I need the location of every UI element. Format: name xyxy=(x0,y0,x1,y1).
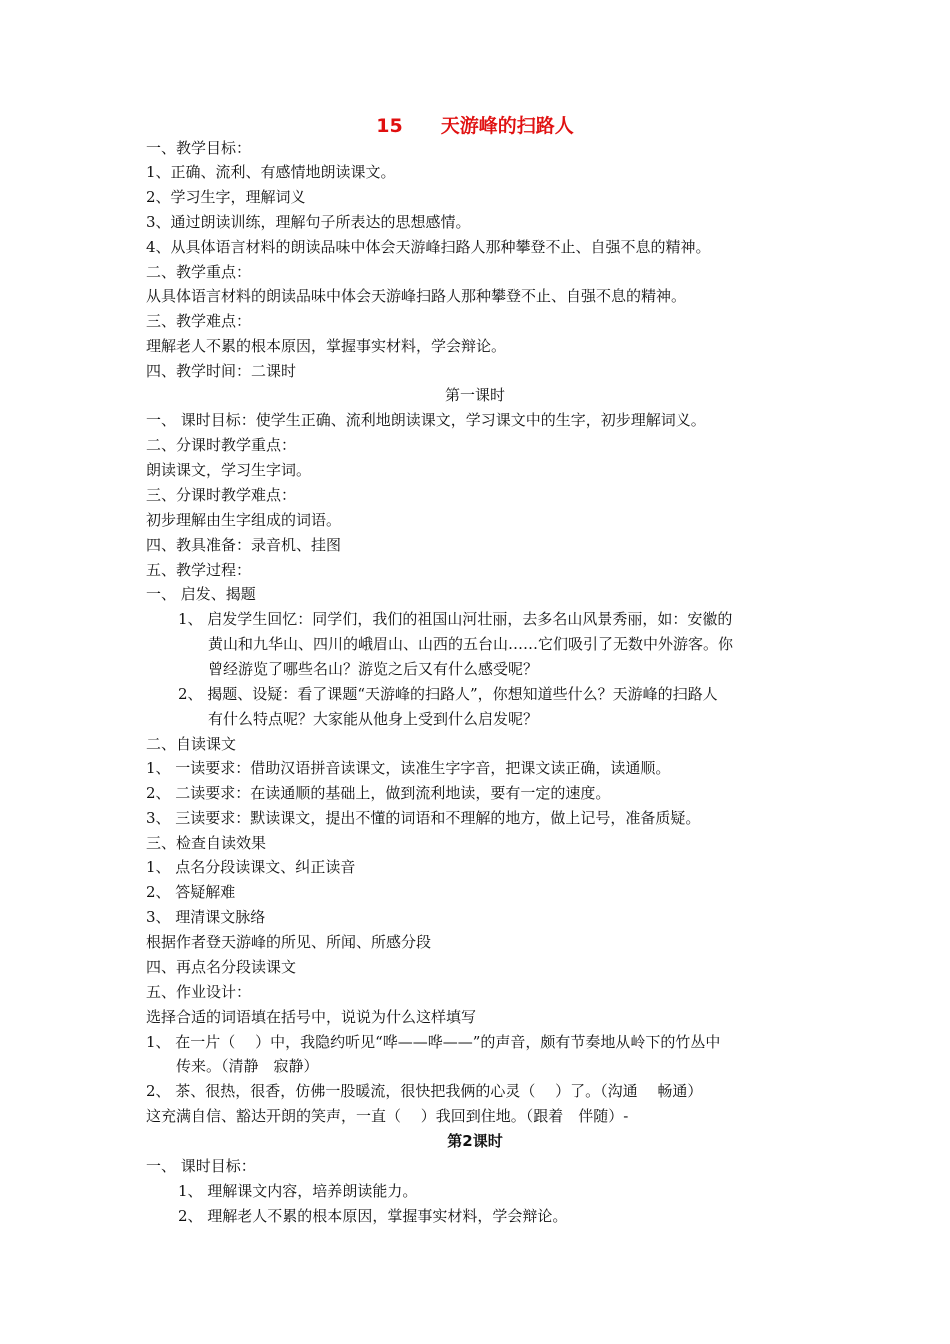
text-line: 传来。（清静 寂静） xyxy=(176,1057,319,1075)
text-line: 1、 理解课文内容，培养朗读能力。 xyxy=(178,1182,418,1200)
text-line: 五、作业设计： xyxy=(146,983,252,1001)
text-line: 一、 课时目标： xyxy=(146,1157,256,1175)
text-line: 2、 答疑解难 xyxy=(146,883,236,901)
text-line: 三、检查自读效果 xyxy=(146,834,267,852)
text-line: 初步理解由生字组成的词语。 xyxy=(146,511,342,529)
text-line: 2、 二读要求：在读通顺的基础上，做到流利地读，要有一定的速度。 xyxy=(146,784,611,802)
text-line: 1、 启发学生回忆：同学们，我们的祖国山河壮丽，去多名山风景秀丽，如：安徽的 xyxy=(178,610,733,628)
text-line: 1、 在一片（ ）中，我隐约听见“哗——哗——”的声音，颇有节奏地从岭下的竹丛中 xyxy=(146,1033,721,1051)
text-line: 二、分课时教学重点： xyxy=(146,436,297,454)
text-line: 朗读课文，学习生字词。 xyxy=(146,461,312,479)
text-line: 五、教学过程： xyxy=(146,561,252,579)
text-line: 2、学习生字，理解词义 xyxy=(146,188,306,206)
text-line: 理解老人不累的根本原因，掌握事实材料，学会辩论。 xyxy=(146,337,507,355)
text-line: 二、教学重点： xyxy=(146,263,252,281)
text-line: 曾经游览了哪些名山？游览之后又有什么感受呢？ xyxy=(208,660,539,678)
text-line: 4、从具体语言材料的朗读品味中体会天游峰扫路人那种攀登不止、自强不息的精神。 xyxy=(146,238,711,256)
text-line: 二、自读课文 xyxy=(146,735,237,753)
text-line: 2、 茶、很热，很香，仿佛一股暖流，很快把我俩的心灵（ ）了。（沟通 畅通） xyxy=(146,1082,703,1100)
text-line: 一、教学目标： xyxy=(146,139,252,157)
text-line: 2、 揭题、设疑：看了课题“天游峰的扫路人”，你想知道些什么？天游峰的扫路人 xyxy=(178,685,718,703)
text-line: 1、 点名分段读课文、纠正读音 xyxy=(146,858,356,876)
text-line: 这充满自信、豁达开朗的笑声，一直（ ）我回到住地。（跟着 伴随）- xyxy=(146,1107,629,1125)
text-line: 黄山和九华山、四川的峨眉山、山西的五台山……它们吸引了无数中外游客。你 xyxy=(208,635,734,653)
text-line: 1、正确、流利、有感情地朗读课文。 xyxy=(146,163,396,181)
text-line: 一、 课时目标：使学生正确、流利地朗读课文，学习课文中的生字，初步理解词义。 xyxy=(146,411,706,429)
text-line: 1、 一读要求：借助汉语拼音读课文，读准生字字音，把课文读正确，读通顺。 xyxy=(146,759,671,777)
text-line: 三、分课时教学难点： xyxy=(146,486,297,504)
text-line: 根据作者登天游峰的所见、所闻、所感分段 xyxy=(146,933,432,951)
text-line: 三、教学难点： xyxy=(146,312,252,330)
text-line: 从具体语言材料的朗读品味中体会天游峰扫路人那种攀登不止、自强不息的精神。 xyxy=(146,287,687,305)
section-heading: 第2课时 xyxy=(447,1132,503,1150)
text-line: 2、 理解老人不累的根本原因，掌握事实材料，学会辩论。 xyxy=(178,1207,568,1225)
text-line: 一、 启发、揭题 xyxy=(146,585,256,603)
text-line: 3、 理清课文脉络 xyxy=(146,908,266,926)
document-title: 15 天游峰的扫路人 xyxy=(376,115,574,137)
section-heading: 第一课时 xyxy=(444,386,505,404)
text-line: 四、教具准备：录音机、挂图 xyxy=(146,536,342,554)
text-line: 四、教学时间：二课时 xyxy=(146,362,297,380)
text-line: 3、 三读要求：默读课文，提出不懂的词语和不理解的地方，做上记号，准备质疑。 xyxy=(146,809,701,827)
text-line: 3、通过朗读训练，理解句子所表达的思想感情。 xyxy=(146,213,471,231)
text-line: 有什么特点呢？大家能从他身上受到什么启发呢？ xyxy=(208,710,539,728)
text-line: 四、再点名分段读课文 xyxy=(146,958,297,976)
text-line: 选择合适的词语填在括号中，说说为什么这样填写 xyxy=(146,1008,477,1026)
